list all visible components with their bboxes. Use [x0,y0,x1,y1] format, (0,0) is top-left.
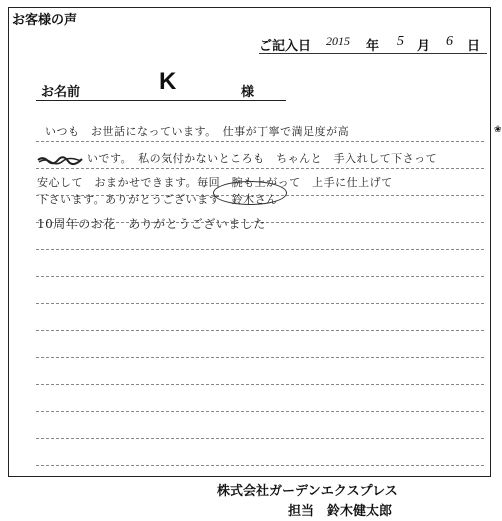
customer-voice-form [8,7,502,477]
date-label: ご記入日 [259,39,312,54]
ruled-line [36,465,484,466]
date-field [259,33,489,57]
staff-in-charge: 担当 鈴木健太郎 [288,504,393,519]
name-underline [36,100,286,101]
name-honorific: 様 [241,85,255,100]
flower-doodle-icon: ❀ [494,125,502,135]
date-day: 6 [446,34,453,49]
ruled-line [36,141,484,142]
crossed-out-scribble [37,155,83,165]
comment-line-1: いつも お世話になっています。 仕事が丁寧で満足度が高 [45,125,350,138]
ruled-line [36,168,484,169]
company-name: 株式会社ガーデンエクスプレス [217,484,398,499]
ruled-line [36,303,484,304]
name-label: お名前 [41,85,81,100]
ruled-line [36,438,484,439]
ruled-line [36,357,484,358]
year-unit: 年 [366,39,380,54]
comment-line-5: 10周年のお花 ありがとうございました [37,217,266,231]
ruled-line [36,276,484,277]
day-unit: 日 [467,39,481,54]
date-underline [259,53,487,54]
ruled-line [36,384,484,385]
ruled-line [36,330,484,331]
date-year: 2015 [326,34,350,48]
comment-line-4: 下さいます。ありがとうございます 鈴木さん [37,193,278,206]
ruled-line [36,411,484,412]
ruled-line [36,249,484,250]
customer-name: K [159,68,177,95]
form-title: お客様の声 [12,13,78,28]
comment-line-2: いです。 私の気付かないところも ちゃんと 手入れして下さって [87,152,438,165]
month-unit: 月 [417,39,431,54]
date-month: 5 [397,34,404,49]
comment-line-3: 安心して おまかせできます。毎回 腕も上がって 上手に仕上げて [37,176,393,189]
